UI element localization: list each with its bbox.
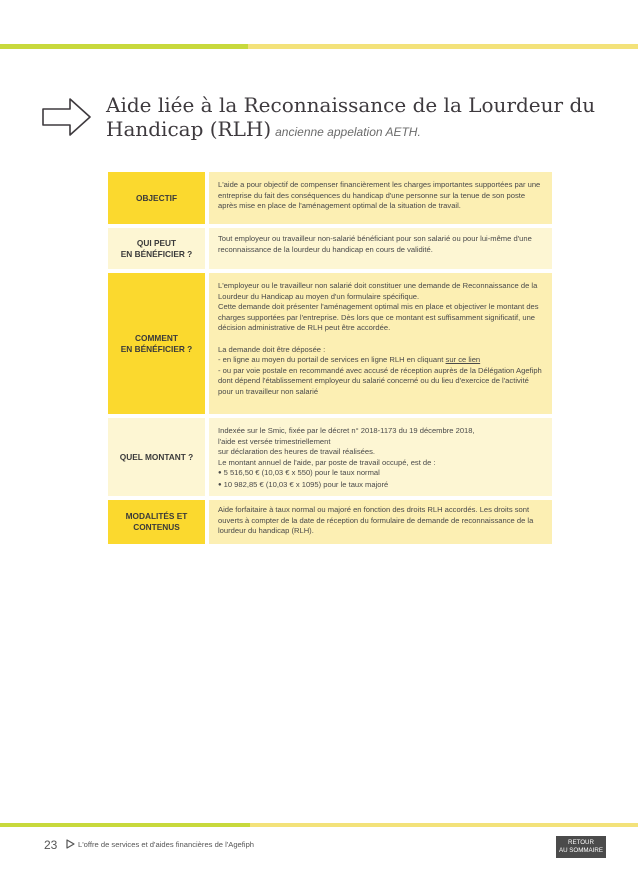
footer-text: L'offre de services et d'aides financières de l'Agefiph xyxy=(78,840,255,849)
content-comment xyxy=(209,273,552,414)
row-modalites xyxy=(108,500,552,544)
title-line-1: Aide liée à la Reconnaissance de la Lourdeur du xyxy=(106,93,596,117)
content-modalites xyxy=(209,500,552,544)
return-to-summary-button[interactable] xyxy=(556,836,606,858)
label-modalites xyxy=(108,500,205,544)
comment-item1-prefix: - en ligne au moyen du portail de services en ligne RLH en cliquant xyxy=(218,355,446,365)
label-modalites-line1: MODALITÉS ET xyxy=(125,511,188,521)
row-comment xyxy=(108,273,552,414)
row-objectif xyxy=(108,172,552,224)
top-band-green xyxy=(0,44,248,49)
content-montant xyxy=(209,418,552,496)
modalites-text: Aide forfaitaire à taux normal ou majoré en fonction des droits RLH accordés. Les droits sont ouverts à compter de la date de réception du formulaire de demande de reconnaissance de la lourdeur du handicap (RLH). xyxy=(218,505,534,536)
montant-line4: Le montant annuel de l'aide, par poste de travail occupé, est de : xyxy=(218,457,436,467)
comment-item1 xyxy=(218,355,543,366)
comment-para2: Cette demande doit présenter l'aménagement optimal mis en place et objectiver le montant des charges supportées par l'entreprise. Dès lors que ce montant est suffisamment significatif, une décision administrative de RLH peut être accordée. xyxy=(218,302,539,333)
return-line1: RETOUR xyxy=(567,839,594,846)
comment-para1: L'employeur ou le travailleur non salarié doit constituer une demande de Reconnaissance de la Lourdeur du Handicap au moyen d'un formulaire spécifique. xyxy=(218,281,538,301)
title-line-2 xyxy=(106,117,576,144)
top-band-yellow xyxy=(248,44,638,49)
montant-bullet-majore: ● 10 982,85 € (10,03 € x 1095) pour le taux majoré xyxy=(218,480,543,492)
montant-line1: Indexée sur le Smic, fixée par le décret n° 2018-1173 du 19 décembre 2018, xyxy=(218,426,475,435)
page-title xyxy=(106,93,596,144)
footer-band-green xyxy=(0,823,250,827)
label-qui-peut-line2: EN BÉNÉFICIER ? xyxy=(120,248,193,259)
rlh-portal-link[interactable]: sur ce lien xyxy=(445,355,481,365)
label-modalites-line2: CONTENUS xyxy=(133,522,180,532)
montant-bullet-normal: ● 5 516,50 € (10,03 € x 550) pour le taux normal xyxy=(218,468,543,480)
label-qui-peut xyxy=(108,228,205,269)
label-qui-peut-line1: QUI PEUT xyxy=(136,237,177,248)
comment-para3: La demande doit être déposée : xyxy=(218,344,326,354)
comment-item2: - ou par voie postale en recommandé avec accusé de réception auprès de la Délégation Agefiph dont dépend l'établissement employeur du salarié concerné ou du lieu d'exercice de l'activité pour un travailleur non salarié xyxy=(218,365,542,396)
page-number: 23 xyxy=(44,838,58,852)
row-qui-peut xyxy=(108,228,552,269)
arrow-right-icon xyxy=(42,97,92,137)
label-comment-line1: COMMENT xyxy=(135,332,178,343)
montant-line3: sur déclaration des heures de travail réalisées. xyxy=(218,447,376,457)
montant-line2: l'aide est versée trimestriellement xyxy=(218,436,331,446)
label-comment-line2: EN BÉNÉFICIER ? xyxy=(120,343,193,354)
content-qui-peut xyxy=(209,228,552,269)
comment-gap xyxy=(218,334,543,345)
objectif-text: L'aide a pour objectif de compenser financièrement les charges importantes supportées par une entreprise du fait des conséquences du handicap d'une personne sur la tenue de son poste après mise en place de l'aménagement optimal de la situation de travail. xyxy=(218,180,541,211)
label-comment xyxy=(108,273,205,414)
label-objectif: OBJECTIF xyxy=(108,172,205,224)
title-rlh: Handicap (RLH) xyxy=(106,117,272,141)
qui-peut-text: Tout employeur ou travailleur non-salarié bénéficiant pour son salarié ou pour lui-même d'une reconnaissance de la lourdeur du handicap en cours de validité. xyxy=(218,234,532,254)
triangle-right-icon xyxy=(66,839,75,849)
row-montant xyxy=(108,418,552,496)
title-subtitle: ancienne appelation AETH. xyxy=(275,125,421,139)
label-montant: QUEL MONTANT ? xyxy=(108,418,205,496)
return-line2: AU SOMMAIRE xyxy=(558,847,603,854)
content-objectif xyxy=(209,172,552,224)
footer-band-yellow xyxy=(250,823,638,827)
